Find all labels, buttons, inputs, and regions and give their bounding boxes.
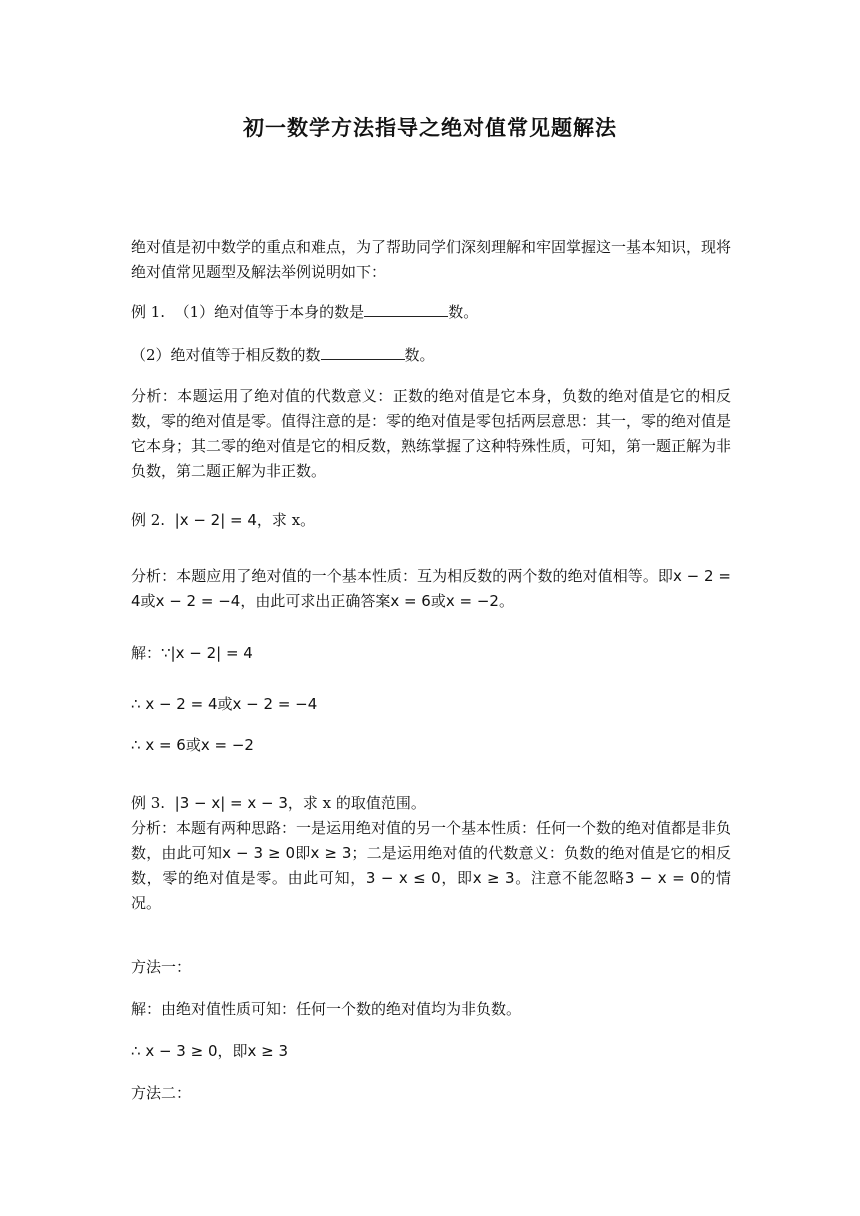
example-1-analysis: 分析：本题运用了绝对值的代数意义：正数的绝对值是它本身，负数的绝对值是它的相反数，零的绝对值是零。值得注意的是：零的绝对值是零包括两层意思：其一，零的绝对值是它本身；其二零的绝对值是它的相反数，熟练掌握了这种特殊性质，可知，第一题正解为非负数，第二题正解为非正数。 [131,387,732,480]
therefore-symbol: ∴ [131,1042,141,1060]
method-1-step [131,1039,731,1064]
equation: x ≥ 3 [247,1042,289,1060]
equation: x = 6 [390,592,431,610]
example-3-tail: ，求 x 的取值范围。 [287,794,426,812]
question-2-suffix: 数。 [404,346,435,364]
example-2-formula: |x − 2| = 4 [174,511,257,529]
example-2-question [131,508,731,533]
or-text: 或 [140,592,156,610]
example-1-question-2 [131,343,731,368]
therefore-symbol: ∴ [131,736,141,754]
solution-label: 解： [131,644,162,662]
equation: x = −2 [445,592,499,610]
or-text: 或 [430,592,446,610]
analysis-text: 。 [498,592,514,610]
example-2-step-1 [131,692,731,717]
equation: x = 6 [145,736,186,754]
analysis-text: 分析：本题有两种思路：一是运用绝对值的另一个基本性质：任何一个数的绝对值都是非负数，由此可知 [131,819,732,862]
example-2-step-2 [131,733,731,758]
example-1-label: 例 1. [131,303,166,321]
example-2-solution [131,641,731,666]
equation: 3 − x = 0 [624,869,700,887]
method-1-heading: 方法一： [131,958,192,976]
equation: x − 2 = 4 [131,567,731,610]
analysis-text: 的情况。 [131,869,731,912]
analysis-text: 即 [295,844,311,862]
equation: x − 3 ≥ 0 [145,1042,218,1060]
example-2-tail: ，求 x。 [256,511,316,529]
example-3-label: 例 3. [131,794,166,812]
example-3-analysis [131,816,731,916]
method-1-solution: 解：由绝对值性质可知：任何一个数的绝对值均为非负数。 [131,1000,522,1018]
analysis-text: 。注意不能忽略 [514,869,625,887]
equation: x − 2 = 4 [145,695,218,713]
example-2-label: 例 2. [131,511,166,529]
example-2-analysis [131,564,731,614]
intro-paragraph: 绝对值是初中数学的重点和难点，为了帮助同学们深刻理解和牢固掌握这一基本知识，现将绝对值常见题型及解法举例说明如下： [131,238,732,281]
analysis-text: ；二是运用绝对值的代数意义：负数的绝对值是它的相反数，零的绝对值是零。由此可知， [131,844,731,887]
question-2-text: （2）绝对值等于相反数的数 [131,346,321,364]
example-3-formula: |3 − x| = x − 3 [174,794,288,812]
method-2-heading: 方法二： [131,1084,192,1102]
therefore-symbol: ∴ [131,695,141,713]
or-text: 或 [217,695,233,713]
equation: ∵|x − 2| = 4 [161,644,253,662]
equation: x ≥ 3 [310,844,352,862]
equation: x ≥ 3 [472,869,515,887]
analysis-text: ，由此可求出正确答案 [240,592,391,610]
or-text: 或 [185,736,201,754]
answer-blank-1 [364,302,448,317]
analysis-text: ，即 [217,1042,248,1060]
example-3-question [131,791,731,816]
answer-blank-2 [321,345,405,360]
question-1-suffix: 数。 [448,303,479,321]
page-title: 初一数学方法指导之绝对值常见题解法 [243,115,617,140]
equation: x − 2 = −4 [232,695,318,713]
question-1-text: （1）绝对值等于本身的数是 [174,303,365,321]
equation: x = −2 [200,736,254,754]
equation: x − 3 ≥ 0 [222,844,296,862]
equation: 3 − x ≤ 0 [365,869,441,887]
analysis-text: ，即 [440,869,473,887]
example-1-question-1 [131,300,731,325]
equation: x − 2 = −4 [155,592,241,610]
analysis-text: 分析：本题应用了绝对值的一个基本性质：互为相反数的两个数的绝对值相等。即 [131,567,673,585]
